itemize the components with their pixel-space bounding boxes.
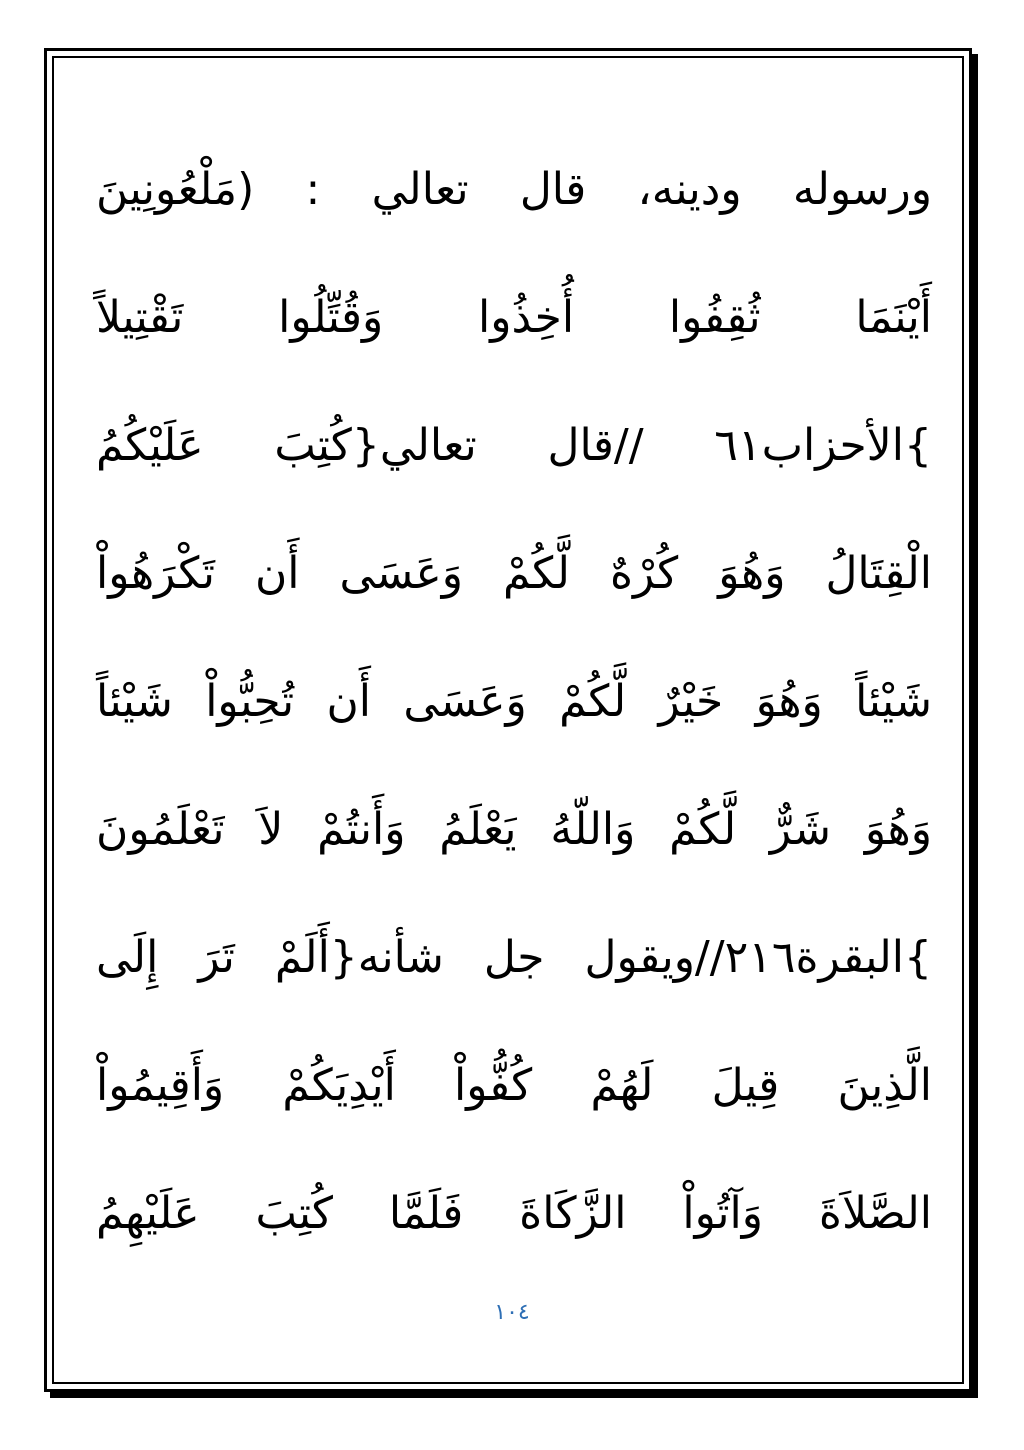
arabic-text-body (96, 126, 932, 1278)
text-line-3: }الأحزاب٦١ //قال تعالي{كُتِبَ عَلَيْكُمُ (96, 420, 932, 471)
text-line-7: }البقرة٢١٦//ويقول جل شأنه{أَلَمْ تَرَ إِلَى (96, 932, 932, 983)
page-number: ١٠٤ (494, 1300, 530, 1325)
text-line-8: الَّذِينَ قِيلَ لَهُمْ كُفُّواْ أَيْدِيَكُمْ وَأَقِيمُواْ (96, 1060, 932, 1111)
text-line-5: شَيْئاً وَهُوَ خَيْرٌ لَّكُمْ وَعَسَى أَن تُحِبُّواْ شَيْئاً (96, 676, 932, 727)
text-line-2: أَيْنَمَا ثُقِفُوا أُخِذُوا وَقُتِّلُوا تَقْتِيلاً (96, 292, 932, 343)
text-line-6: وَهُوَ شَرٌّ لَّكُمْ وَاللّهُ يَعْلَمُ وَأَنتُمْ لاَ تَعْلَمُونَ (96, 804, 932, 855)
text-line-4: الْقِتَالُ وَهُوَ كُرْهٌ لَّكُمْ وَعَسَى أَن تَكْرَهُواْ (96, 548, 932, 599)
text-line-9: الصَّلاَةَ وَآتُواْ الزَّكَاةَ فَلَمَّا كُتِبَ عَلَيْهِمُ (96, 1188, 932, 1239)
text-line-1: ورسوله ودينه، قال تعالي : (مَلْعُونِينَ (96, 164, 932, 215)
